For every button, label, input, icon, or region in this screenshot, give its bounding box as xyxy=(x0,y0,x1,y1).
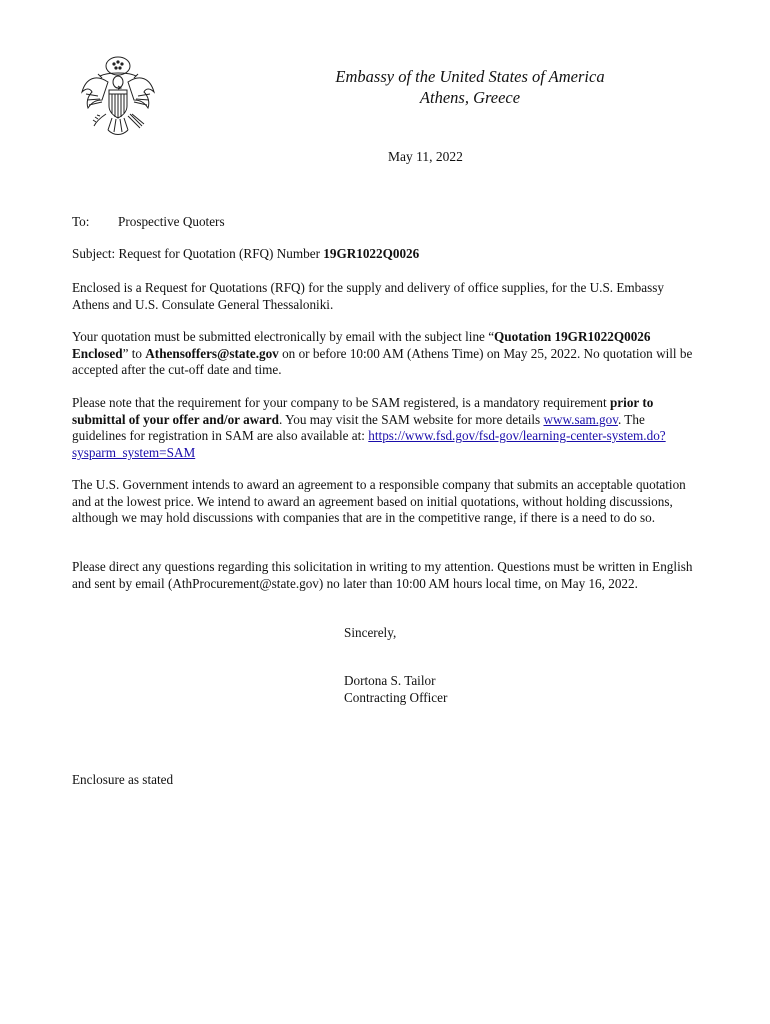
signer-name: Dortona S. Tailor xyxy=(344,673,436,688)
submission-text-2: ” to xyxy=(122,345,146,361)
subject-line-required: Quotation 19GR1022Q0026 Enclosed xyxy=(72,329,651,361)
paragraph-enclosed: Enclosed is a Request for Quotations (RFQ) for the supply and delivery of office supplies, for the U.S. Embassy Athens and U.S. Consulate General Thessaloniki. xyxy=(72,280,664,312)
embassy-name: Embassy of the United States of America xyxy=(335,67,605,86)
letter-date: May 11, 2022 xyxy=(388,149,463,164)
paragraph-sam xyxy=(72,395,702,461)
sam-text-2: . You may visit the SAM website for more details xyxy=(278,411,544,427)
fsd-registration-link[interactable]: https://www.fsd.gov/fsd-gov/learning-center-system.do?sysparm_system=SAM xyxy=(72,428,666,460)
paragraph-submission xyxy=(72,329,702,379)
sam-text-3: . The guidelines for registration in SAM are also available at: xyxy=(72,411,645,444)
sam-text-1: Please note that the requirement for your company to be SAM registered, is a mandatory requirement xyxy=(72,395,610,410)
enclosure-note: Enclosure as stated xyxy=(72,772,174,787)
embassy-location: Athens, Greece xyxy=(419,88,521,107)
paragraph-award: The U.S. Government intends to award an agreement to a responsible company that submits an acceptable quotation and at the lowest price. We intend to award an agreement based on initial quotations, without holding discussions, although we may hold discussions with companies that are in the competitive range, if there is a need to do so. xyxy=(72,477,686,526)
to-recipient: Prospective Quoters xyxy=(118,214,225,229)
paragraph-questions: Please direct any questions regarding this solicitation in writing to my attention. Questions must be written in English and sent by email (AthProcurement@state.gov) no later than 10:00 AM hours local time, on May 16, 2022. xyxy=(72,559,693,591)
to-label: To: xyxy=(72,214,90,229)
submission-text-3: on or before 10:00 AM (Athens Time) on May 25, 2022. No quotation will be accepted after the cut-off date and time. xyxy=(72,345,693,378)
subject-line xyxy=(72,246,702,263)
sam-gov-link[interactable]: www.sam.gov xyxy=(543,411,618,427)
closing: Sincerely, xyxy=(344,625,397,640)
signer-title: Contracting Officer xyxy=(344,690,448,705)
sam-requirement-bold: prior to submittal of your offer and/or award xyxy=(72,395,654,427)
rfq-number: 19GR1022Q0026 xyxy=(323,246,420,261)
subject-prefix: Subject: Request for Quotation (RFQ) Number xyxy=(72,246,324,261)
submission-text-1: Your quotation must be submitted electronically by email with the subject line “ xyxy=(72,329,495,344)
great-seal-icon xyxy=(78,52,158,138)
submission-email: Athensoffers@state.gov xyxy=(145,345,279,361)
